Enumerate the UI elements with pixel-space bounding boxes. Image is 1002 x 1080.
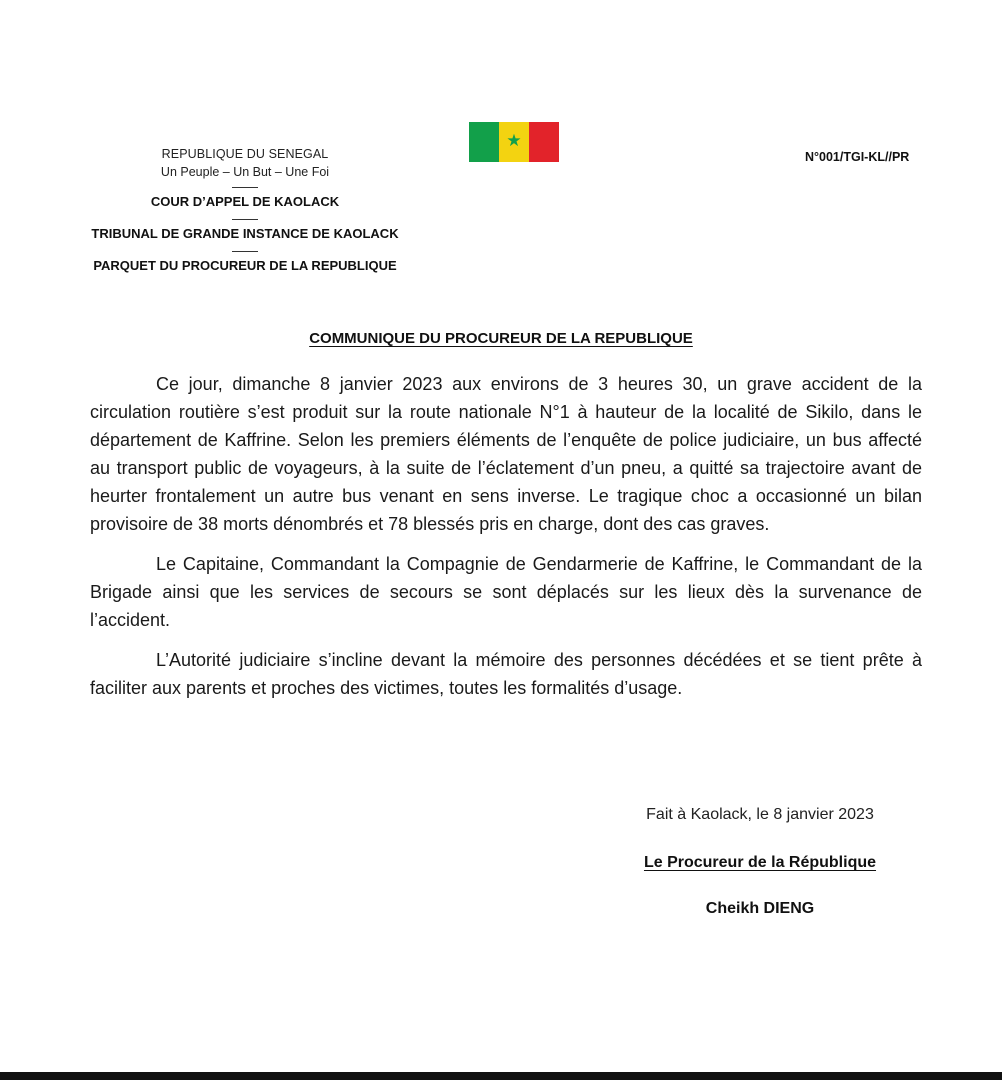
signature-block <box>600 805 920 919</box>
flag-band-red <box>529 122 559 162</box>
reference-number: N°001/TGI-KL//PR <box>805 150 910 164</box>
document-body <box>90 370 922 714</box>
signatory-name: Cheikh DIENG <box>705 900 815 917</box>
bottom-edge-bar <box>0 1072 1002 1080</box>
flag-band-yellow <box>499 122 529 162</box>
republic-name: REPUBLIQUE DU SENEGAL <box>161 147 329 161</box>
paragraph-1: Ce jour, dimanche 8 janvier 2023 aux environs de 3 heures 30, un grave accident de la circulation routière s’est produit sur la route nationale N°1 à hauteur de la localité de Sikilo, dans le département de Kaffrine. Selon les premiers éléments de l’enquête de police judiciaire, un bus affecté au transport public de voyageurs, à la suite de l’éclatement d’un pneu, a quitté sa trajectoire avant de heurter frontalement un autre bus venant en sens inverse. Le tragique choc a occasionné un bilan provisoire de 38 morts dénombrés et 78 blessés pris en charge, dont des cas graves. <box>90 374 922 534</box>
signatory-title-text: Le Procureur de la République <box>643 854 877 871</box>
separator <box>232 251 258 252</box>
separator <box>232 219 258 220</box>
paragraph-3: L’Autorité judiciaire s’incline devant la mémoire des personnes décédées et se tient prête à faciliter aux parents et proches des victimes, toutes les formalités d’usage. <box>90 650 922 698</box>
parquet-name: PARQUET DU PROCUREUR DE LA REPUBLIQUE <box>93 258 397 273</box>
document-title <box>0 330 1002 347</box>
national-motto: Un Peuple – Un But – Une Foi <box>160 165 330 179</box>
document-title-text: COMMUNIQUE DU PROCUREUR DE LA REPUBLIQUE <box>309 330 693 347</box>
flag-band-green <box>469 122 499 162</box>
court-of-appeal: COUR D’APPEL DE KAOLACK <box>150 194 340 209</box>
senegal-flag-icon <box>469 122 559 162</box>
signatory-title <box>600 853 920 873</box>
star-icon: ★ <box>506 131 522 152</box>
separator <box>232 187 258 188</box>
letterhead <box>70 146 420 274</box>
paragraph-2: Le Capitaine, Commandant la Compagnie de Gendarmerie de Kaffrine, le Commandant de la Brigade ainsi que les services de secours se sont déplacés sur les lieux dès la survenance de l’accident. <box>90 554 922 630</box>
place-and-date: Fait à Kaolack, le 8 janvier 2023 <box>646 806 874 823</box>
tribunal-name: TRIBUNAL DE GRANDE INSTANCE DE KAOLACK <box>91 226 399 241</box>
